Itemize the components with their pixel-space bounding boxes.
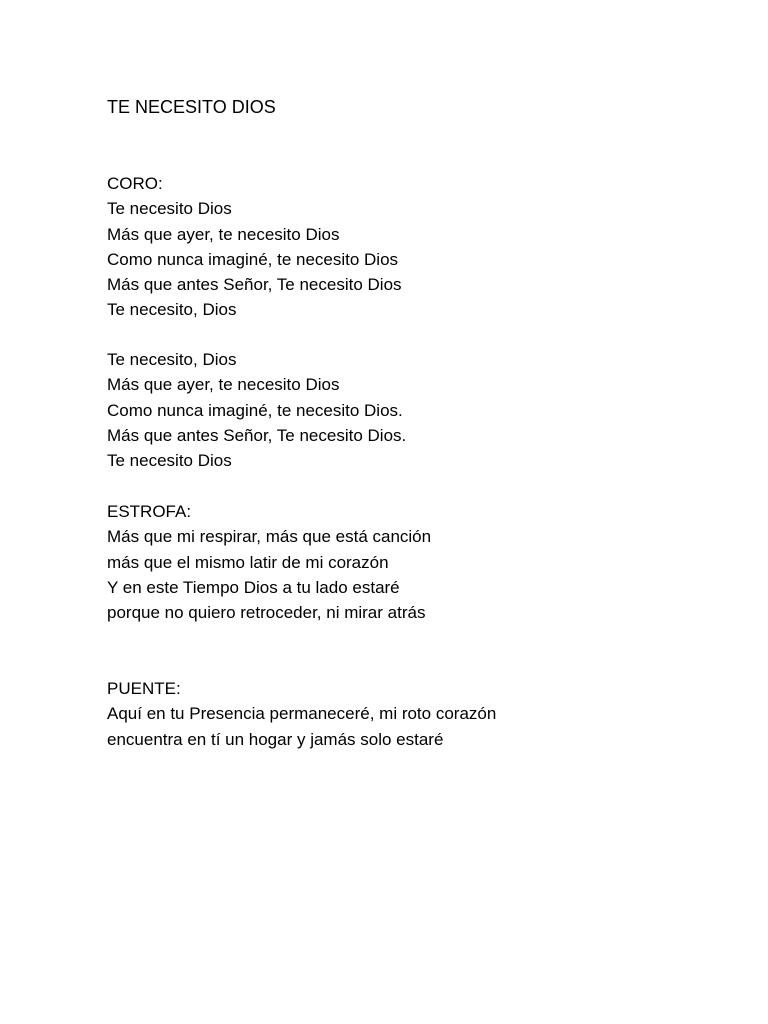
coro-heading: CORO: <box>107 174 163 193</box>
song-title: TE NECESITO DIOS <box>107 97 276 117</box>
lyric-line: Más que antes Señor, Te necesito Dios. <box>107 425 407 445</box>
lyric-line: Como nunca imaginé, te necesito Dios <box>107 249 399 269</box>
estrofa-heading: ESTROFA: <box>107 502 192 521</box>
lyric-line: Aquí en tu Presencia permaneceré, mi roto corazón <box>107 704 497 724</box>
coro-repeat-section <box>107 347 406 473</box>
lyric-line: Te necesito, Dios <box>107 350 237 369</box>
lyric-line: Más que ayer, te necesito Dios <box>107 224 340 244</box>
estrofa-section <box>107 499 431 625</box>
coro-section <box>107 171 402 323</box>
lyric-line: Más que ayer, te necesito Dios <box>107 375 340 395</box>
puente-heading: PUENTE: <box>107 679 181 698</box>
lyric-line: más que el mismo latir de mi corazón <box>107 552 389 572</box>
lyric-line: Te necesito Dios <box>107 451 232 471</box>
lyric-line: Te necesito Dios <box>107 199 232 219</box>
lyric-line: encuentra en tí un hogar y jamás solo estaré <box>107 729 444 749</box>
puente-section <box>107 676 496 752</box>
lyric-line: Más que mi respirar, más que está canción <box>107 527 432 547</box>
lyric-line: Y en este Tiempo Dios a tu lado estaré <box>107 577 400 597</box>
lyric-line: porque no quiero retroceder, ni mirar atrás <box>107 603 426 623</box>
lyric-line: Como nunca imaginé, te necesito Dios. <box>107 400 403 420</box>
lyric-line: Te necesito, Dios <box>107 300 237 320</box>
lyric-line: Más que antes Señor, Te necesito Dios <box>107 275 402 295</box>
